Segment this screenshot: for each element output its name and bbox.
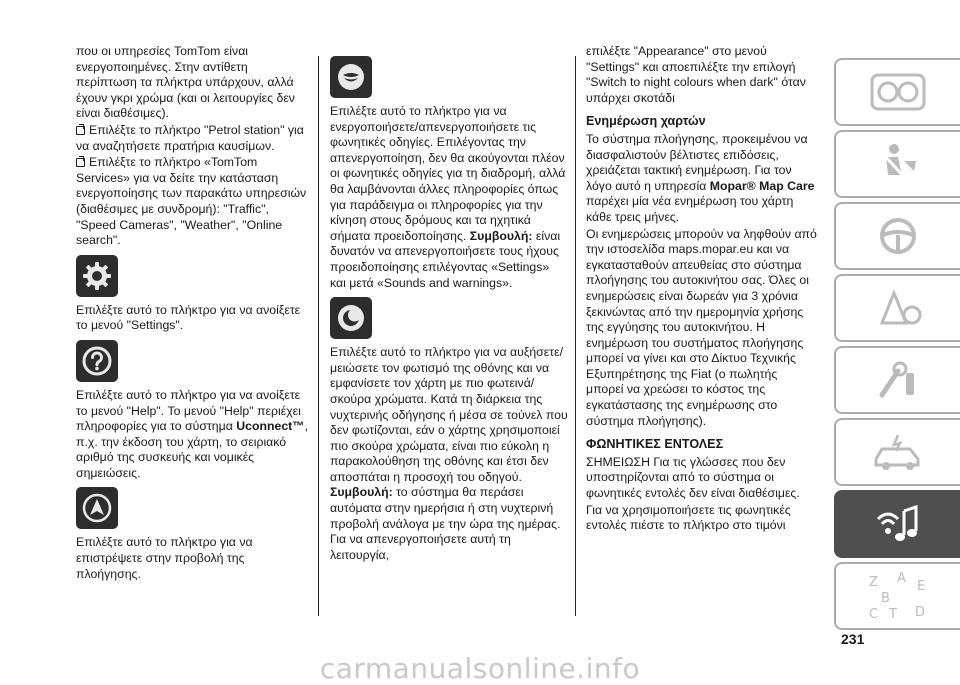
voice-commands-paragraph: Για να χρησιμοποιήσετε τις φωνητικές εντολές πιέστε το πλήκτρο στο τιμόνι [586,502,791,533]
page-number: 231 [841,631,865,647]
column-3 [586,44,818,535]
question-mark-icon [76,340,118,382]
map-update-paragraph-2: Οι ενημερώσεις μπορούν να ληφθούν από την ιστοσελίδα maps.mopar.eu και να εγκατασταθούν απευθείας στο σύστημα πλοήγησης του αυτοκινήτου σας. Όλες οι ενημερώσεις είναι δωρεάν για 3 χρόνια ξεκινώντας από την ημερομηνία χρήσης της εγγύησης του αυτοκινήτου. Η ενημέρωση του συστήματος πλοήγησης μπορεί να γίνει και στο Δίκτυο Τεχνικής Εξυπηρέτησης της Fiat (ο πωλητής μπορεί να χρεώσει το κόστος της εγκατάστασης της ενημέρωσης στο σύστημα πλοήγησης). [586,226,817,428]
alphabetical-index-icon [863,570,933,622]
tab-maintenance[interactable] [834,346,960,414]
bullet-petrol-station: Επιλέξτε το πλήκτρο "Petrol station" για να αναζητήσετε πρατήρια καυσίμων. [76,122,304,153]
watermark: carmanualsonline.info [319,652,641,685]
column-divider-1 [318,56,319,616]
heading-voice-commands: ΦΩΝΗΤΙΚΕΣ ΕΝΤΟΛΕΣ [586,437,724,452]
index-letter: E [917,579,926,594]
voice-guidance-icon [330,56,372,98]
multimedia-icon [868,501,928,547]
bullet-icon [76,126,85,135]
column-1 [76,44,312,583]
back-to-map-icon [76,487,118,529]
help-description: Επιλέξτε αυτό το πλήκτρο για να ανοίξετε το μενού "Help". Το μενού "Help" περιέχει πληροφορίες για το σύστημα Uconnect™, π.χ. την έκδοση του χάρτη, το σειριακό αριθμό της συσκευής και νομικές σημειώσεις. [76,387,308,480]
bullet-tomtom-services: Επιλέξτε το πλήκτρο «TomTom Services» για να δείτε την κατάσταση ενεργοποίησης των παρακάτω υπηρεσιών (διαθέσιμες με συνδρομή): "Traffic", "Speed Cameras", "Weather", "Online search". [76,155,307,248]
tab-emergency[interactable] [834,274,960,342]
tab-safety[interactable] [834,130,960,198]
map-update-paragraph: Το σύστημα πλοήγησης, προκειμένου να διασφαλιστούν βέλτιστες επιδόσεις, χρειάζεται τακτική ενημέρωση. Για τον λόγο αυτό η υπηρεσία Mopar® Map Care παρέχει μία νέα ενημέρωση του χάρτη κάθε τρεις μήνες. [586,131,815,224]
column-2 [330,56,568,564]
index-letter: T [889,607,897,622]
service-tools-icon [868,357,928,403]
appearance-paragraph: επιλέξτε "Appearance" στο μενού "Settings" και αποεπιλέξτε την επιλογή "Switch to night colours when dark" όταν υπάρχει σκοτάδι [586,44,806,105]
index-letter: D [915,605,926,620]
car-breakdown-icon [868,429,928,475]
tab-multimedia[interactable] [834,490,960,558]
tab-driving[interactable] [834,202,960,270]
warning-triangle-icon [868,285,928,331]
chapter-tabs [824,58,960,634]
paragraph-intro: που οι υπηρεσίες TomTom είναι ενεργοποιημένες. Στην αντίθετη περίπτωση τα πλήκτρα υπάρχουν, αλλά έχουν γκρι χρώμα (και οι λειτουργίες δεν είναι διαθέσιμες). [76,44,295,121]
settings-description: Επιλέξτε αυτό το πλήκτρο για να ανοίξετε το μενού "Settings". [76,302,301,333]
bullet-icon [76,158,85,167]
voice-description: Επιλέξτε αυτό το πλήκτρο για να ενεργοποιήσετε/απενεργοποιήσετε τις φωνητικές οδηγίες. Επιλέγοντας την απενεργοποίηση, δεν θα ακούγονται πλέον οι φωνητικές οδηγίες για τη διαδρομή, αλλά θα λαμβάνονται άλλες πληροφορίες όπως για παράδειγμα οι πληροφορίες για την κίνηση στους δρόμους και τα ηχητικά σήματα προειδοποίησης. Συμβουλή: είναι δυνατόν να απενεργοποιήσετε τους ήχους προειδοποίησης επιλέγοντας «Settings» και μετά «Sounds and warnings». [330,104,566,290]
tab-dashboard[interactable] [834,58,960,126]
index-letter: A [897,571,906,586]
index-letter: C [869,607,879,622]
tab-technical-data[interactable] [834,418,960,486]
gear-icon [76,255,118,297]
night-mode-description: Επιλέξτε αυτό το πλήκτρο για να αυξήσετε/μειώσετε τον φωτισμό της οθόνης και να εμφανίσετε τον χάρτη με πιο φωτεινά/σκούρα χρώματα. Κατά τη διάρκεια της νυχτερινής οδήγησης ή μέσα σε τούνελ που δεν φωτίζονται, εάν ο χάρτης χρησιμοποιεί πιο σκούρα χρώματα, είναι πιο εύκολη η παρακολούθηση της οθόνης και έτσι δεν αποσπάται η προσοχή του οδηγού. Συμβουλή: το σύστημα θα περάσει αυτόματα στην ημερήσια ή στη νυχτερινή προβολή ανάλογα με την ώρα της ημέρας. Για να απενεργοποιήσετε αυτή τη λειτουργία, [330,345,568,562]
dashboard-icon [868,69,928,115]
night-mode-icon [330,297,372,339]
note-paragraph: ΣΗΜΕΙΩΣΗ Για τις γλώσσες που δεν υποστηρίζονται από το σύστημα οι φωνητικές εντολές δεν είναι διαθέσιμες. [586,454,800,501]
tab-index[interactable] [834,562,960,630]
column-divider-2 [575,56,576,616]
steering-wheel-icon [868,213,928,259]
seat-belt-icon [868,141,928,187]
back-description: Επιλέξτε αυτό το πλήκτρο για να επιστρέψετε στην προβολή της πλοήγησης. [76,535,253,581]
heading-map-update: Ενημέρωση χαρτών [586,114,706,129]
index-letter: Z [869,575,878,590]
index-letter: B [881,591,890,606]
